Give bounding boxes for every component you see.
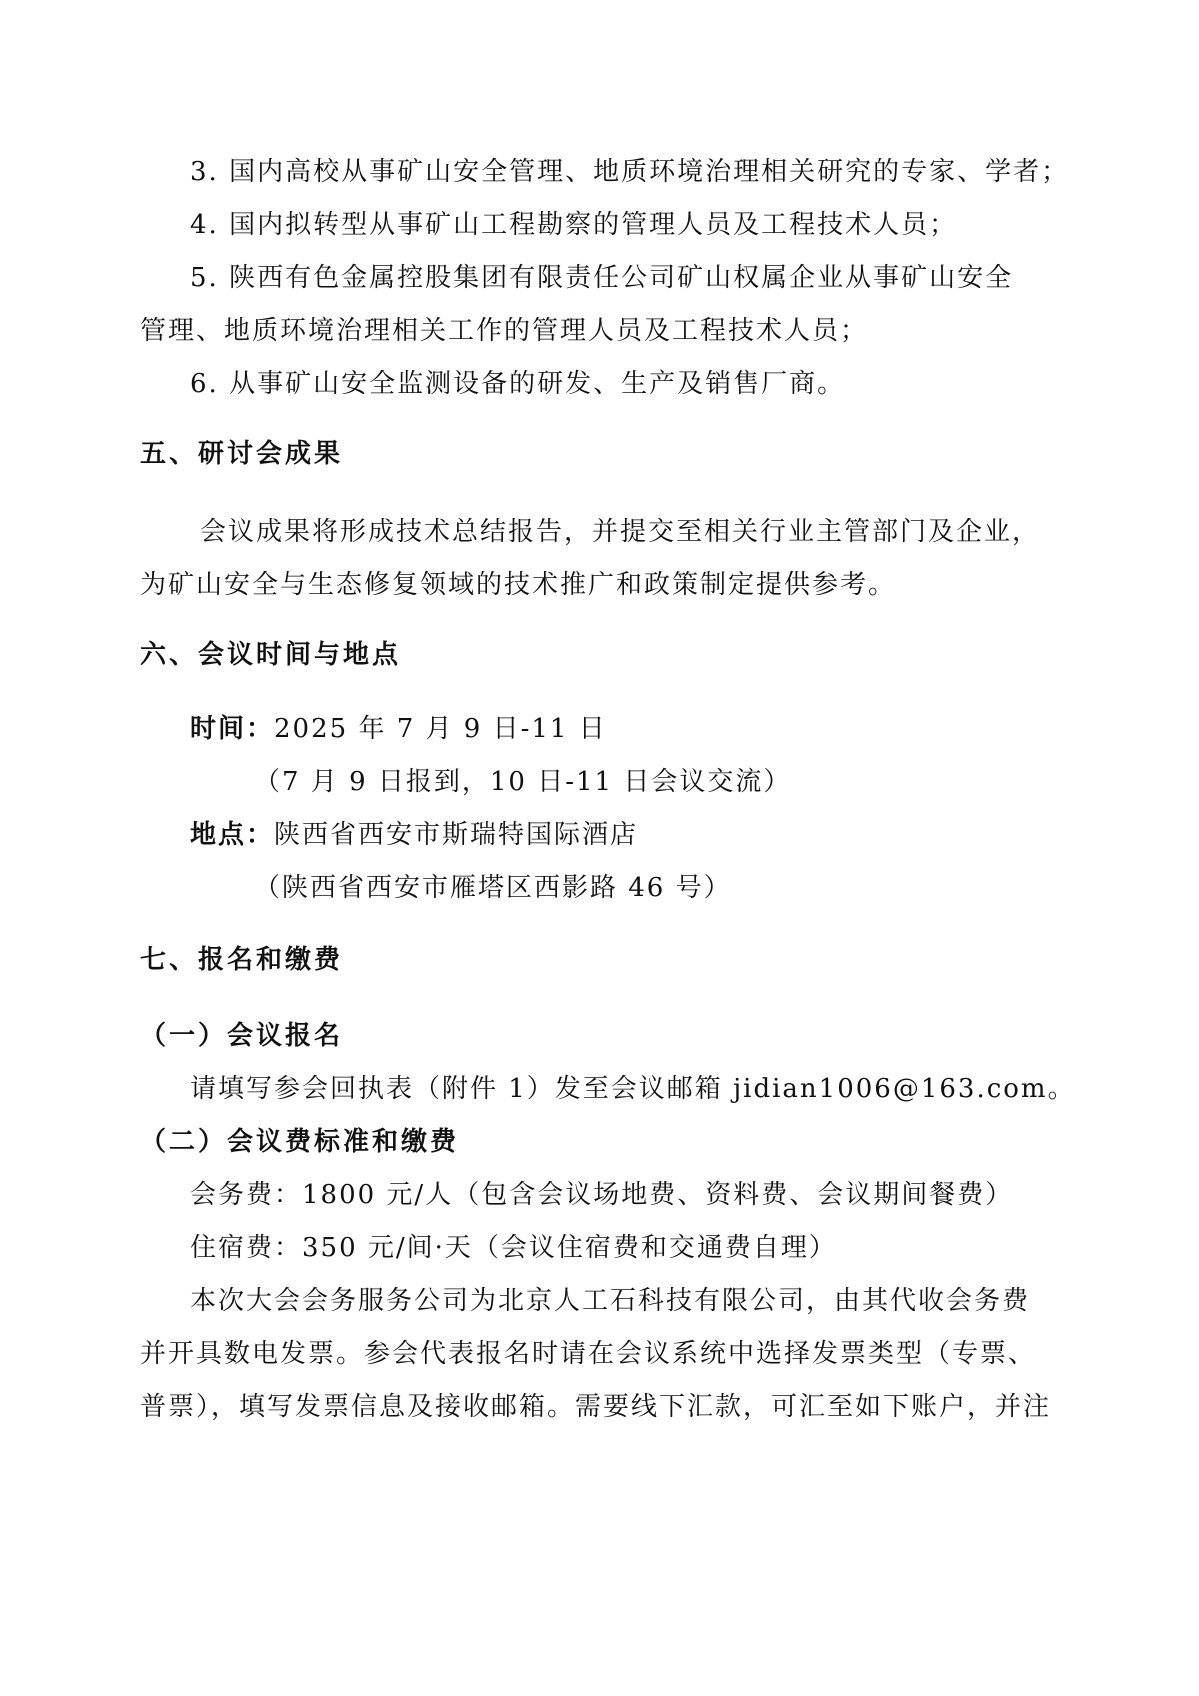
time-line bbox=[190, 712, 607, 746]
sub1-heading: （一）会议报名 bbox=[140, 1021, 344, 1051]
section7-heading: 七、报名和缴费 bbox=[140, 945, 344, 975]
place-note: （陕西省西安市雁塔区西影路 46 号） bbox=[254, 873, 732, 903]
section5-heading: 五、研讨会成果 bbox=[140, 439, 344, 469]
list-item-6: 6. 从事矿山安全监测设备的研发、生产及销售厂商。 bbox=[190, 369, 846, 399]
list-item-3: 3. 国内高校从事矿山安全管理、地质环境治理相关研究的专家、学者； bbox=[190, 157, 1070, 187]
sub2-heading: （二）会议费标准和缴费 bbox=[140, 1127, 460, 1157]
sub1-text: 请填写参会回执表（附件 1）发至会议邮箱 jidian1006@163.com。 bbox=[190, 1074, 1076, 1104]
place-label: 地点： bbox=[190, 820, 275, 850]
place-value: 陕西省西安市斯瑞特国际酒店 bbox=[274, 820, 639, 850]
section7-para-line2: 并开具数电发票。参会代表报名时请在会议系统中选择发票类型（专票、 bbox=[140, 1339, 1037, 1369]
time-value: 2025 年 7 月 9 日-11 日 bbox=[274, 714, 607, 744]
time-label: 时间： bbox=[190, 714, 275, 744]
section7-para-line3: 普票），填写发票信息及接收邮箱。需要线下汇款，可汇至如下账户，并注 bbox=[140, 1392, 1052, 1422]
time-note: （7 月 9 日报到，10 日-11 日会议交流） bbox=[254, 767, 792, 797]
list-item-5-cont: 管理、地质环境治理相关工作的管理人员及工程技术人员； bbox=[140, 316, 869, 346]
fee-line: 会务费：1800 元/人（包含会议场地费、资料费、会议期间餐费） bbox=[190, 1180, 1014, 1210]
lodging-line: 住宿费：350 元/间·天（会议住宿费和交通费自理） bbox=[190, 1233, 837, 1263]
section7-para-line1: 本次大会会务服务公司为北京人工石科技有限公司，由其代收会务费 bbox=[190, 1286, 1031, 1316]
section6-heading: 六、会议时间与地点 bbox=[140, 640, 402, 670]
place-line bbox=[190, 818, 638, 852]
list-item-5: 5. 陕西有色金属控股集团有限责任公司矿山权属企业从事矿山安全 bbox=[190, 263, 1014, 293]
list-item-4: 4. 国内拟转型从事矿山工程勘察的管理人员及工程技术人员； bbox=[190, 210, 958, 240]
section5-para-line2: 为矿山安全与生态修复领域的技术推广和政策制定提供参考。 bbox=[140, 570, 897, 600]
section5-para-line1: 会议成果将形成技术总结报告，并提交至相关行业主管部门及企业， bbox=[200, 517, 1041, 547]
